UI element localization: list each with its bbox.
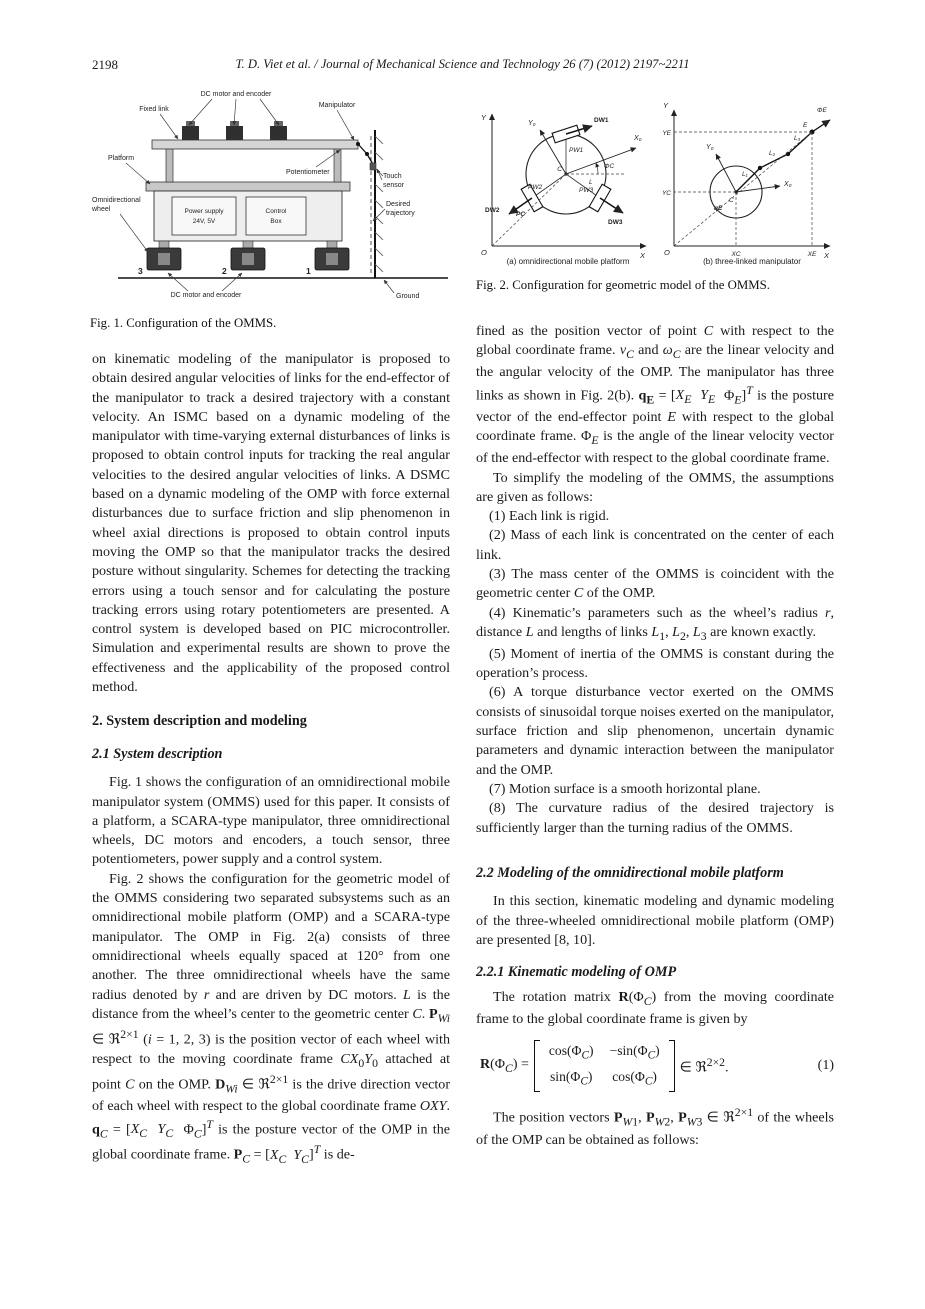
equation-1-matrix — [534, 1039, 675, 1093]
paragraph-intro-continuation: on kinematic modeling of the manipulator is proposed to obtain desired angular velocities of links for the end-effector of the manipulator to track a desired trajectory with a constant velocity. An ISMC based on a dynamic modeling of the manipulator with time-varying external disturbances of links is proposed to obtain control inputs for tracking the real angular velocities to the desired angular velocities of links. A DSMC based on a dynamic modeling of the OMP with force external disturbances due to surface friction and slip phenomenon in wheel axial directions is proposed to obtain control inputs moving the OMP so that the manipulator tracks the desired posture without singularity. Schemes for detecting the tracking errors using a touch sensor and for calculating the posture tracking errors using rotary potentiometers are presented. A control system is developed based on PIC microcontroller. Simulation and experimental results are shown to prove the effectiveness and the applicability of the proposed control method. — [92, 351, 450, 696]
fig1-label-power-supply-line1: Power supply — [184, 208, 224, 215]
assumption-item-2: (2) Mass of each link is concentrated on the center of each link. — [476, 527, 834, 563]
fig1-wheels — [138, 241, 349, 276]
paragraph-posture-vector: fined as the position vector of point C with respect to the global coordinate frame. $v_C$ and $\omega_C$ are the linear velocity and the angular velocity of the OMP. The manipulator has three links as shown in Fig. 2(b). $q_E = [X_E$ $Y_E$ $\Phi_E]^T$ is the posture vector of the end-effector point E with respect to the global coordinate frame. $\Phi_E$ is the angle of the linear velocity vector of the end-effector with respect to the global coordinate frame. — [476, 323, 834, 467]
paragraph-omp-modeling-intro: In this section, kinematic modeling and dynamic modeling of the three-wheeled omnidirectional mobile platform (OMP) are presented [8, 10]. — [476, 893, 834, 948]
paragraph-rotation-matrix-intro: The rotation matrix $R(\Phi_C)$ from the moving coordinate frame to the global coordinate frame is given by — [476, 988, 834, 1027]
fig2b-subcaption: (b) three-linked manipulator — [703, 257, 801, 266]
fig2a-phi-c-label: ΦC — [604, 163, 615, 170]
figure-2-caption: Fig. 2. Configuration for geometric model of the OMMS. — [476, 278, 770, 292]
fig2b-x-axis-label: X — [824, 251, 830, 260]
assumption-item-7: (7) Motion surface is a smooth horizontal plane. — [489, 780, 761, 797]
subsection-heading-2-2: 2.2 Modeling of the omnidirectional mobile platform — [476, 864, 784, 881]
fig2b-xc-label: XC — [731, 251, 741, 258]
matrix-cell-21: $\sin(\Phi_C)$ — [550, 1069, 593, 1088]
fig2b-diagram — [662, 101, 830, 266]
equation-1 — [480, 1039, 834, 1093]
matrix-right-bracket — [669, 1040, 675, 1092]
subsection-heading-2-1: 2.1 System description — [92, 745, 223, 762]
fig2a-dw3-label: DW3 — [608, 219, 623, 226]
fig1-label-manipulator: Manipulator — [318, 102, 356, 109]
fig2b-xe-label: XE — [807, 251, 817, 258]
page-number: 2198 — [92, 57, 118, 72]
fig1-label-control-box-line2: Box — [270, 218, 282, 225]
figure-1-diagram — [90, 84, 458, 306]
assumption-item-1: (1) Each link is rigid. — [489, 508, 610, 525]
figure-1 — [90, 84, 458, 331]
equation-1-number: (1) — [817, 1058, 834, 1074]
figure-2-diagram — [476, 92, 836, 270]
assumption-item-5: (5) Moment of inertia of the OMMS is constant during the operation’s process. — [476, 645, 834, 682]
fig2a-origin-label: O — [481, 248, 487, 257]
fig2a-y0-label: Y₀ — [528, 120, 536, 127]
fig1-label-desired-trajectory-line1: Desired — [386, 201, 411, 208]
fig2b-l1-label: L₁ — [742, 171, 748, 178]
fig2b-phi-e-label: ΦE — [817, 107, 827, 114]
fig2b-origin-label: O — [664, 248, 670, 257]
fig1-platform — [146, 182, 350, 241]
assumption-item-8: (8) The curvature radius of the desired trajectory is sufficiently larger than the turning radius of the OMMS. — [476, 800, 834, 836]
left-column — [92, 350, 450, 1168]
fig2b-qe-label: qE — [714, 205, 723, 212]
fig1-label-omni-wheel-line1: Omnidirectional — [92, 197, 141, 204]
fig2a-center-label: C — [557, 166, 562, 173]
fig1-label-dc-motor-bottom: DC motor and encoder — [170, 292, 242, 299]
right-column — [476, 322, 834, 1150]
fig2a-dw2-label: DW2 — [485, 207, 500, 214]
fig2a-x-axis-label: X — [640, 251, 646, 260]
fig2a-subcaption: (a) omnidirectional mobile platform — [506, 257, 630, 266]
fig1-label-touch-sensor-line1: Touch — [383, 173, 402, 180]
paragraph-system-description-2: Fig. 2 shows the configuration for the geometric model of the OMMS considering two separated subsystems such as an omnidirectional mobile platform (OMP) and a SCARA-type manipulator. The OMP in Fig. 2(a) consists of three omnidirectional wheels equally spaced at 120° from one another. The three omnidirectional wheels have the same radius denoted by r and are driven by DC motors. L is the distance from the wheel’s center to the geometric center C. $P_{Wi}$ ∈ ℜ$^{2\times 1}$ (i = 1, 2, 3) is the position vector of each wheel with respect to the moving coordinate frame $CX_0Y_0$ attached at point C on the OMP. $D_{Wi}$ ∈ ℜ$^{2\times 1}$ is the drive direction vector of each wheel with respect to the global coordinate frame OXY. $q_C = [X_C$ $Y_C$ $\Phi_C]^T$ is the posture vector of the OMP in the global coordinate frame. $P_C = [X_C$ $Y_C]^T$ is de- — [92, 870, 451, 1166]
fig2b-l3-label: L₃ — [794, 135, 801, 142]
fig1-wheel-number-1: 1 — [306, 266, 311, 276]
fig2a-y-axis-label: Y — [481, 113, 487, 122]
fig2b-y0-label: Y₀ — [706, 144, 714, 151]
fig1-label-control-box-line1: Control — [265, 208, 287, 215]
fig2b-l2-label: L₂ — [769, 150, 776, 157]
assumption-item-3: (3) The mass center of the OMMS is coincident with the geometric center C of the OMP. — [476, 566, 834, 602]
fig2a-diagram — [481, 113, 646, 266]
assumption-item-6: (6) A torque disturbance vector exerted on the OMMS consists of sinusoidal torque noises exerted on the manipulator, surface friction and slip phenomenon, uncertain dynamic parameters and dynamic interaction between the manipulator and the OMP. — [476, 684, 834, 778]
fig1-wheel-number-2: 2 — [222, 266, 227, 276]
matrix-cell-11: $\cos(\Phi_C)$ — [548, 1042, 594, 1062]
fig1-label-platform: Platform — [108, 155, 135, 162]
fig1-label-potentiometer: Potentiometer — [286, 169, 330, 176]
fig2a-pw2-label: PW2 — [528, 184, 543, 191]
matrix-cell-12: $-\sin(\Phi_C)$ — [609, 1042, 660, 1062]
fig2b-x0-label: X₀ — [784, 181, 792, 188]
equation-1-rhs: ∈ ℜ$^{2\times 2}$. — [679, 1055, 729, 1076]
running-title: T. D. Viet et al. / Journal of Mechanical Science and Technology 26 (7) (2012) 2197~2211 — [235, 57, 690, 71]
fig2a-L-label: L — [589, 179, 593, 186]
figure-2 — [476, 92, 836, 293]
fig1-label-fixed-link: Fixed link — [139, 106, 169, 113]
matrix-cell-22: $\cos(\Phi_C)$ — [612, 1069, 657, 1088]
fig2a-pw1-label: PW1 — [569, 147, 584, 154]
fig2b-y-axis-label: Y — [663, 101, 669, 110]
figure-1-caption: Fig. 1. Configuration of the OMMS. — [90, 316, 277, 330]
fig2b-ye-label: YE — [662, 130, 671, 137]
fig1-label-desired-trajectory-line2: trajectory — [386, 210, 415, 217]
fig1-upper-frame — [152, 121, 376, 182]
equation-1-lhs: $R(\Phi_C)$ = — [480, 1057, 529, 1075]
fig1-label-touch-sensor-line2: sensor — [383, 182, 405, 189]
subsection-heading-2-2-1: 2.2.1 Kinematic modeling of OMP — [476, 964, 677, 981]
section-heading-2: 2. System description and modeling — [92, 713, 307, 730]
fig1-label-ground: Ground — [396, 293, 420, 300]
fig2a-pw3-label: PW3 — [579, 187, 594, 194]
fig1-wheel-number-3: 3 — [138, 266, 143, 276]
fig2b-e-label: E — [803, 122, 808, 129]
assumption-item-4: (4) Kinematic’s parameters such as the wheel’s radius r, distance L and lengths of links $L_1$, $L_2$, $L_3$ are known exactly. — [476, 604, 834, 643]
fig1-label-dc-motor-top: DC motor and encoder — [200, 91, 272, 98]
paragraph-position-vectors: The position vectors $P_{W1}$, $P_{W2}$, $P_{W3}$ ∈ ℜ$^{2\times 1}$ of the wheels of the OMP can be obtained as follows: — [476, 1106, 835, 1148]
paragraph-assumptions-intro: To simplify the modeling of the OMMS, the assumptions are given as follows: — [476, 469, 834, 505]
fig1-label-power-supply-line2: 24V, 5V — [192, 218, 216, 225]
fig2a-x0-label: X₀ — [634, 135, 642, 142]
fig2a-pc-label: PC — [516, 211, 526, 218]
fig2b-center-label: C — [729, 197, 734, 204]
fig2a-dw1-label: DW1 — [594, 117, 609, 124]
fig2b-yc-label: YC — [661, 190, 671, 197]
paragraph-system-description-1: Fig. 1 shows the configuration of an omnidirectional mobile manipulator system (OMMS) used for this paper. It consists of a platform, a SCARA-type manipulator, three omnidirectional wheels, DC motors and encoders, a touch sensor, three potentiometers, power supply and a control system. — [92, 774, 450, 868]
fig1-label-omni-wheel-line2: wheel — [92, 206, 111, 213]
